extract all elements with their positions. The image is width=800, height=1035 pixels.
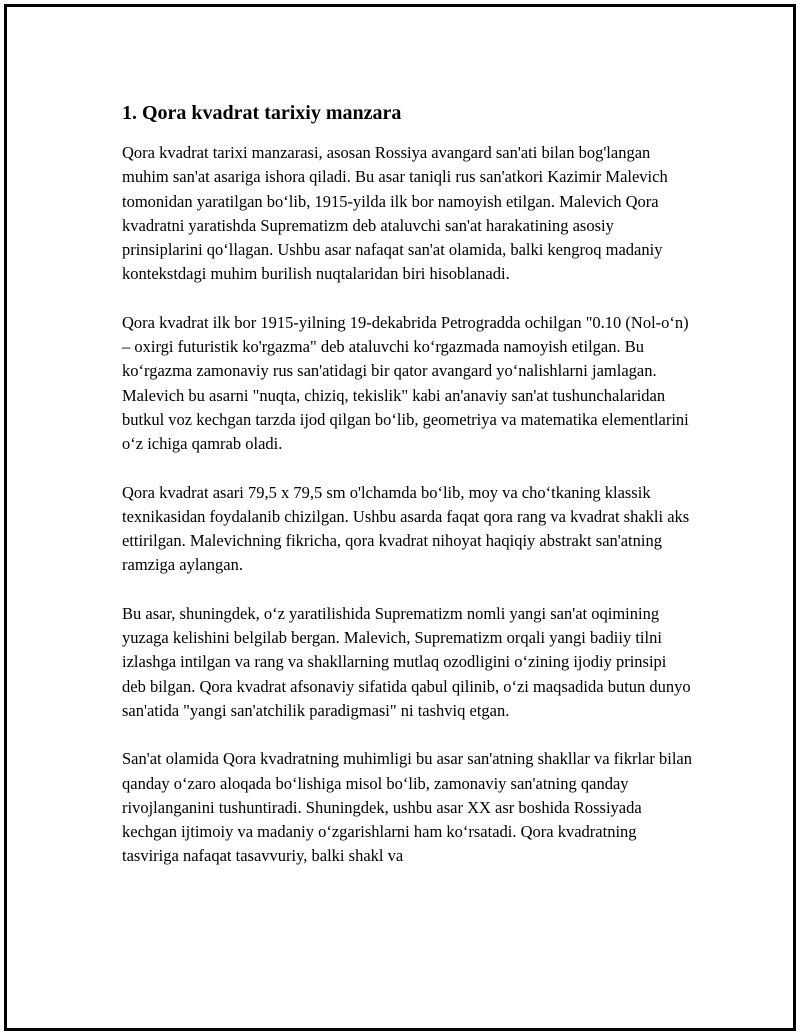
section-heading: 1. Qora kvadrat tarixiy manzara bbox=[122, 102, 402, 124]
paragraph-4: Bu asar, shuningdek, o‘z yaratilishida Suprematizm nomli yangi san'at oqimining yuzaga kelishini belgilab bergan. Malevich, Suprematizm orqali yangi badiiy tilni izlashga intilgan va rang va shakllarning mutlaq ozodligini o‘zining ijodiy prinsipi deb bilgan. Qora kvadrat afsonaviy sifatida qabul qilinib, o‘zi maqsadida butun dunyo san'atida "yangi san'atchilik paradigmasi" ni tashviq etgan. bbox=[122, 603, 691, 720]
page-frame bbox=[4, 4, 796, 1031]
paragraph-1: Qora kvadrat tarixi manzarasi, asosan Rossiya avangard san'ati bilan bog'langan muhim san'at asariga ishora qiladi. Bu asar taniqli rus san'atkori Kazimir Malevich tomonidan yaratilgan bo‘lib, 1915-yilda ilk bor namoyish etilgan. Malevich Qora kvadratni yaratishda Suprematizm deb ataluvchi san'at harakatining asosiy prinsiplarini qo‘llagan. Ushbu asar nafaqat san'at olamida, balki kengroq madaniy kontekstdagi muhim burilish nuqtalaridan biri hisoblanadi. bbox=[122, 143, 668, 284]
paragraph-5: San'at olamida Qora kvadratning muhimligi bu asar san'atning shakllar va fikrlar bilan qanday o‘zaro aloqada bo‘lishiga misol bo‘lib, zamonaviy san'atning qanday rivojlanganini tushuntiradi. Shuningdek, ushbu asar XX asr boshida Rossiyada kechgan ijtimoiy va madaniy o‘zgarishlarni ham ko‘rsatadi. Qora kvadratning tasviriga nafaqat tasavvuriy, balki shakl va bbox=[122, 749, 692, 866]
document-body bbox=[122, 99, 692, 893]
paragraph-3: Qora kvadrat asari 79,5 x 79,5 sm o'lchamda bo‘lib, moy va cho‘tkaning klassik texnikasidan foydalanib chizilgan. Ushbu asarda faqat qora rang va kvadrat shakli aks ettirilgan. Malevichning fikricha, qora kvadrat nihoyat haqiqiy abstrakt san'atning ramziga aylangan. bbox=[122, 482, 690, 575]
paragraph-2: Qora kvadrat ilk bor 1915-yilning 19-dekabrida Petrogradda ochilgan "0.10 (Nol-o‘n) – oxirgi futuristik ko'rgazma" deb ataluvchi ko‘rgazmada namoyish etilgan. Bu ko‘rgazma zamonaviy rus san'atidagi bir qator avangard yo‘nalishlarni jamlagan. Malevich bu asarni "nuqta, chiziq, tekislik" kabi an'anaviy san'at tushunchalaridan butkul voz kechgan tarzda ijod qilgan bo‘lib, geometriya va matematika elementlarini o‘z ichiga qamrab oladi. bbox=[122, 312, 689, 454]
